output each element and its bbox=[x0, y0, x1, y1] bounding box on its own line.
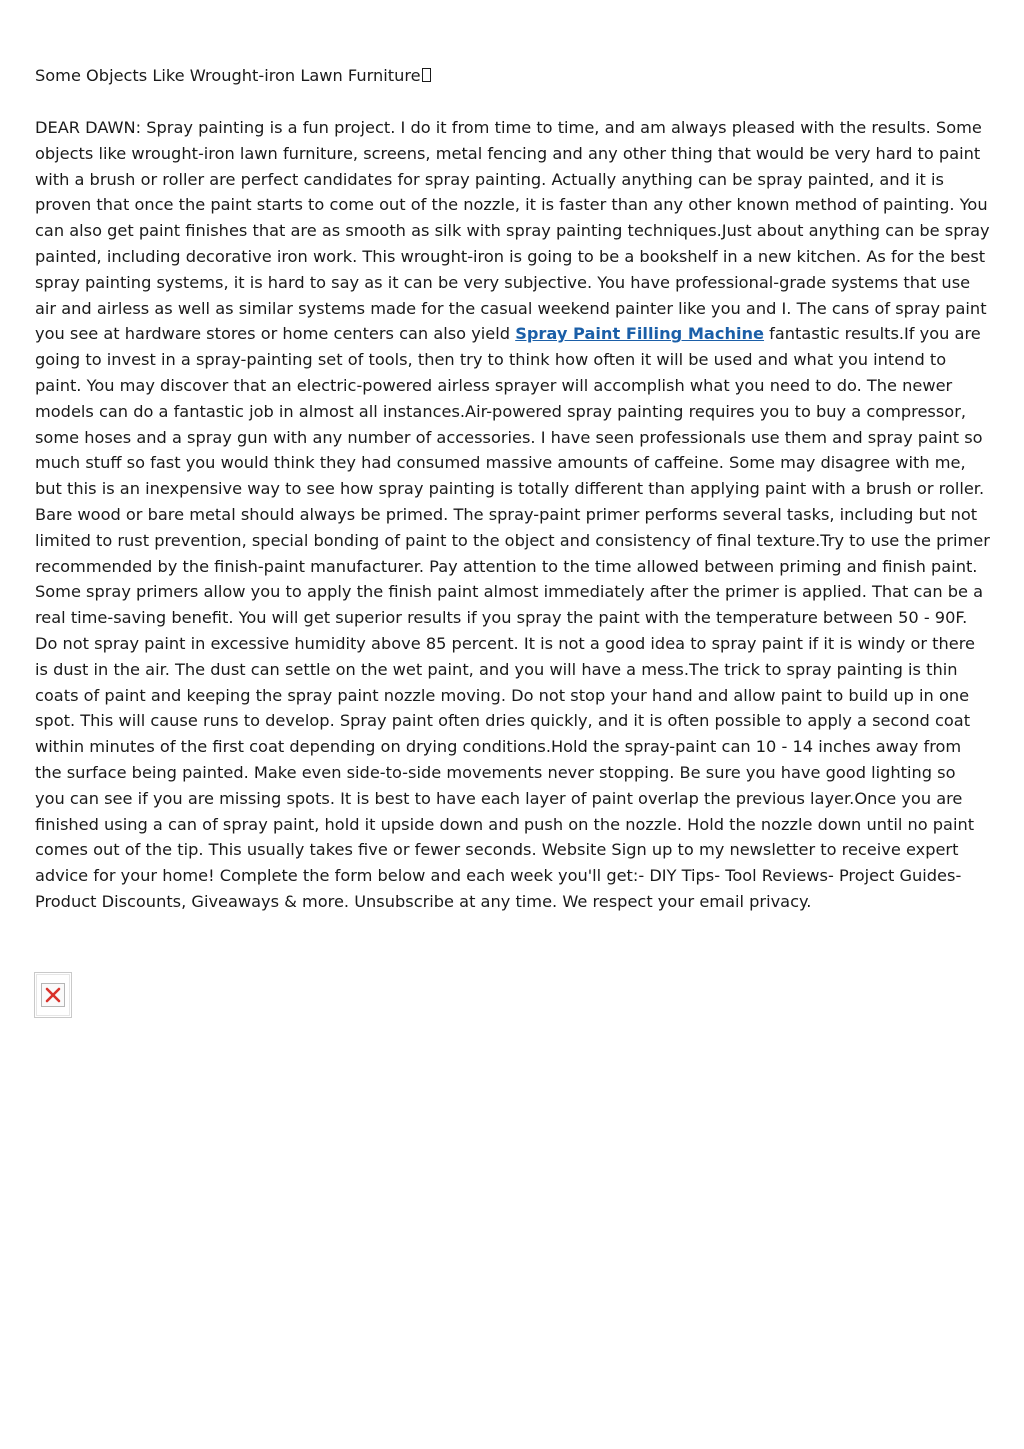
missing-glyph-box-icon bbox=[422, 68, 431, 82]
broken-image-placeholder bbox=[34, 972, 72, 1018]
document-title-text: Some Objects Like Wrought-iron Lawn Furniture bbox=[35, 66, 421, 85]
broken-image-icon bbox=[45, 987, 61, 1003]
body-text-after-link: fantastic results.If you are going to invest in a spray-painting set of tools, then try to think how often it will be used and what you intend to paint. You may discover that an electric-powered airless sprayer will accomplish what you need to do. The newer models can do a fantastic job in almost all instances.Air-powered spray painting requires you to buy a compressor, some hoses and a spray gun with any number of accessories. I have seen professionals use them and spray paint so much stuff so fast you would think they had consumed massive amounts of caffeine. Some may disagree with me, but this is an inexpensive way to see how spray painting is totally different than applying paint with a brush or roller. Bare wood or bare metal should always be primed. The spray-paint primer performs several tasks, including but not limited to rust prevention, special bonding of paint to the object and consistency of final texture.Try to use the primer recommended by the finish-paint manufacturer. Pay attention to the time allowed between priming and finish paint. Some spray primers allow you to apply the finish paint almost immediately after the primer is applied. That can be a real time-saving benefit. You will get superior results if you spray the paint with the temperature between 50 - 90F. Do not spray paint in excessive humidity above 85 percent. It is not a good idea to spray paint if it is windy or there is dust in the air. The dust can settle on the wet paint, and you will have a mess.The trick to spray painting is thin coats of paint and keeping the spray paint nozzle moving. Do not stop your hand and allow paint to build up in one spot. This will cause runs to develop. Spray paint often dries quickly, and it is often possible to apply a second coat within minutes of the first coat depending on drying conditions.Hold the spray-paint can 10 - 14 inches away from the surface being painted. Make even side-to-side movements never stopping. Be sure you have good lighting so you can see if you are missing spots. It is best to have each layer of paint overlap the previous layer.Once you are finished using a can of spray paint, hold it upside down and push on the nozzle. Hold the nozzle down until no paint comes out of the tip. This usually takes five or fewer seconds. Website Sign up to my newsletter to receive expert advice for your home! Complete the form below and each week you'll get:- DIY Tips- Tool Reviews- Project Guides- Product Discounts, Giveaways & more. Unsubscribe at any time. We respect your email privacy. bbox=[35, 324, 990, 911]
spray-paint-filling-machine-link[interactable]: Spray Paint Filling Machine bbox=[515, 324, 765, 344]
document-body bbox=[35, 115, 990, 915]
document-title bbox=[35, 62, 990, 90]
body-text-before-link: DEAR DAWN: Spray painting is a fun project. I do it from time to time, and am always pleased with the results. Some objects like wrought-iron lawn furniture, screens, metal fencing and any other thing that would be very hard to paint with a brush or roller are perfect candidates for spray painting. Actually anything can be spray painted, and it is proven that once the paint starts to come out of the nozzle, it is faster than any other known method of painting. You can also get paint finishes that are as smooth as silk with spray painting techniques.Just about anything can be spray painted, including decorative iron work. This wrought-iron is going to be a bookshelf in a new kitchen. As for the best spray painting systems, it is hard to say as it can be very subjective. You have professional-grade systems that use air and airless as well as similar systems made for the casual weekend painter like you and I. The cans of spray paint you see at hardware stores or home centers can also yield bbox=[35, 118, 990, 344]
document-page bbox=[35, 62, 990, 915]
broken-image-frame bbox=[41, 983, 65, 1007]
